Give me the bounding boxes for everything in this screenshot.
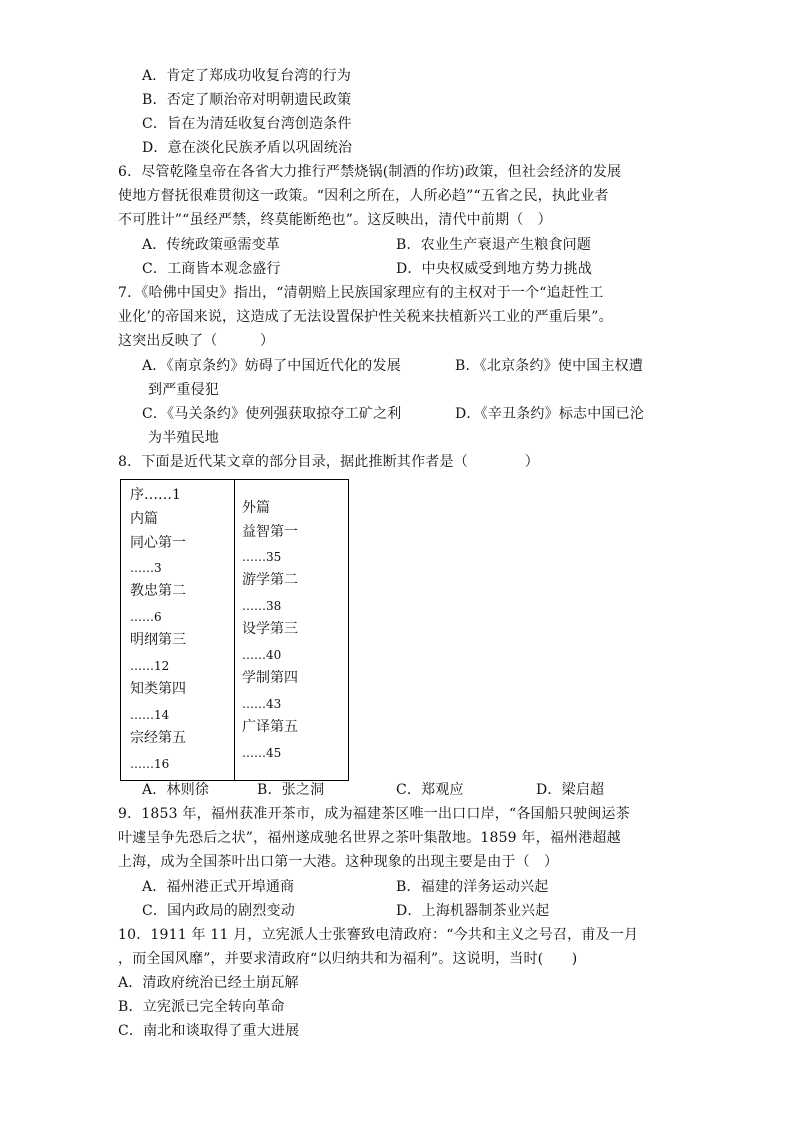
q7-option-a: A．《南京条约》妨碍了中国近代化的发展 [142, 358, 401, 374]
toc-right-page: ……45 [242, 746, 282, 760]
q9-stem-line-2: 叶遽呈争先恐后之状”，福州遂成驰名世界之茶叶集散地。1859 年，福州港超越 [118, 830, 621, 846]
q5-option-b: B．否定了顺治帝对明朝遗民政策 [142, 92, 352, 108]
toc-right-page: ……38 [242, 599, 282, 613]
toc-right-item: 外篇 [242, 500, 270, 516]
q7-option-b: B．《北京条约》使中国主权遭 [455, 358, 644, 374]
q10-option-b: B．立宪派已完全转向革命 [118, 999, 285, 1015]
q9-option-b: B．福建的洋务运动兴起 [396, 879, 549, 895]
q7-option-c: C．《马关条约》使列强获取掠夺工矿之利 [142, 406, 402, 422]
toc-left-item: 序……1 [130, 487, 181, 503]
q9-stem-line-3: 上海，成为全国茶叶出口第一大港。这种现象的出现主要是由于（ ） [118, 854, 559, 870]
q7-stem-line-1: 7．《哈佛中国史》指出，“清朝赔上民族国家理应有的主权对于一个“追赶性工 [118, 285, 604, 301]
q7-option-d-cont: 为半殖民地 [148, 430, 219, 446]
q8-option-c: C．郑观应 [396, 782, 464, 798]
toc-left-page: ……16 [130, 757, 170, 771]
q6-stem-line-2: 使地方督抚很难贯彻这一政策。“因利之所在，人所必趋”“五省之民，执此业者 [118, 188, 609, 204]
q9-option-d: D．上海机器制茶业兴起 [396, 903, 550, 919]
q6-option-d: D．中央权威受到地方势力挑战 [396, 261, 593, 277]
toc-left-item: 同心第一 [130, 535, 186, 551]
q8-stem: 8．下面是近代某文章的部分目录，据此推断其作者是（ ） [118, 454, 539, 470]
toc-left-item: 宗经第五 [130, 730, 186, 746]
toc-left-page: ……14 [130, 708, 170, 722]
toc-right-item: 广译第五 [242, 719, 298, 735]
toc-left-item: 明纲第三 [130, 632, 186, 648]
toc-right-item: 益智第一 [242, 524, 298, 540]
q7-option-d: D．《辛丑条约》标志中国已沦 [455, 406, 645, 422]
q5-option-a: A．肯定了郑成功收复台湾的行为 [142, 68, 352, 84]
toc-left-item: 内篇 [130, 511, 158, 527]
q7-stem-line-3: 这突出反映了（ ） [118, 333, 275, 349]
q5-option-c: C．旨在为清廷收复台湾创造条件 [142, 116, 352, 132]
q6-option-a: A．传统政策亟需变革 [142, 237, 281, 253]
toc-left-item: 知类第四 [130, 681, 186, 697]
toc-divider [234, 480, 235, 780]
toc-right-item: 设学第三 [242, 621, 298, 637]
toc-right-page: ……35 [242, 550, 282, 564]
toc-right-page: ……43 [242, 697, 282, 711]
q10-option-c: C．南北和谈取得了重大进展 [118, 1023, 300, 1039]
toc-right-page: ……40 [242, 648, 282, 662]
q5-option-d: D．意在淡化民族矛盾以巩固统治 [142, 140, 353, 156]
q8-option-b: B．张之洞 [257, 782, 325, 798]
q10-option-a: A．清政府统治已经土崩瓦解 [118, 975, 299, 991]
table-of-contents [120, 479, 349, 781]
q7-stem-line-2: 业化’的帝国来说，这造成了无法设置保护性关税来扶植新兴工业的严重后果”。 [118, 309, 613, 325]
q9-option-a: A．福州港正式开埠通商 [142, 879, 295, 895]
q10-stem-line-2: ，而全国风靡”，并要求清政府“以归纳共和为福利”。这说明，当时( ) [118, 951, 578, 967]
q7-option-b-cont: 到严重侵犯 [148, 382, 219, 398]
q6-option-c: C．工商皆本观念盛行 [142, 261, 281, 277]
q9-option-c: C．国内政局的剧烈变动 [142, 903, 295, 919]
toc-right-item: 游学第二 [242, 572, 298, 588]
q10-stem-line-1: 10．1911 年 11 月，立宪派人士张謇致电清政府：“今共和主义之号召，甫及一月 [118, 927, 639, 943]
toc-right-item: 学制第四 [242, 670, 298, 686]
toc-left-item: 教忠第二 [130, 583, 186, 599]
toc-left-page: ……3 [130, 561, 162, 575]
q6-option-b: B．农业生产衰退产生粮食问题 [396, 237, 592, 253]
q6-stem-line-1: 6．尽管乾隆皇帝在各省大力推行严禁烧锅(制酒的作坊)政策，但社会经济的发展 [118, 164, 622, 180]
toc-left-page: ……12 [130, 659, 170, 673]
q9-stem-line-1: 9．1853 年，福州获准开茶市，成为福建茶区唯一出口口岸，“各国船只驶闽运茶 [118, 806, 630, 822]
q6-stem-line-3: 不可胜计”“虽经严禁，终莫能断绝也”。这反映出，清代中前期（ ） [118, 212, 552, 228]
q8-option-a: A．林则徐 [142, 782, 210, 798]
q8-option-d: D．梁启超 [536, 782, 605, 798]
toc-left-page: ……6 [130, 610, 162, 624]
